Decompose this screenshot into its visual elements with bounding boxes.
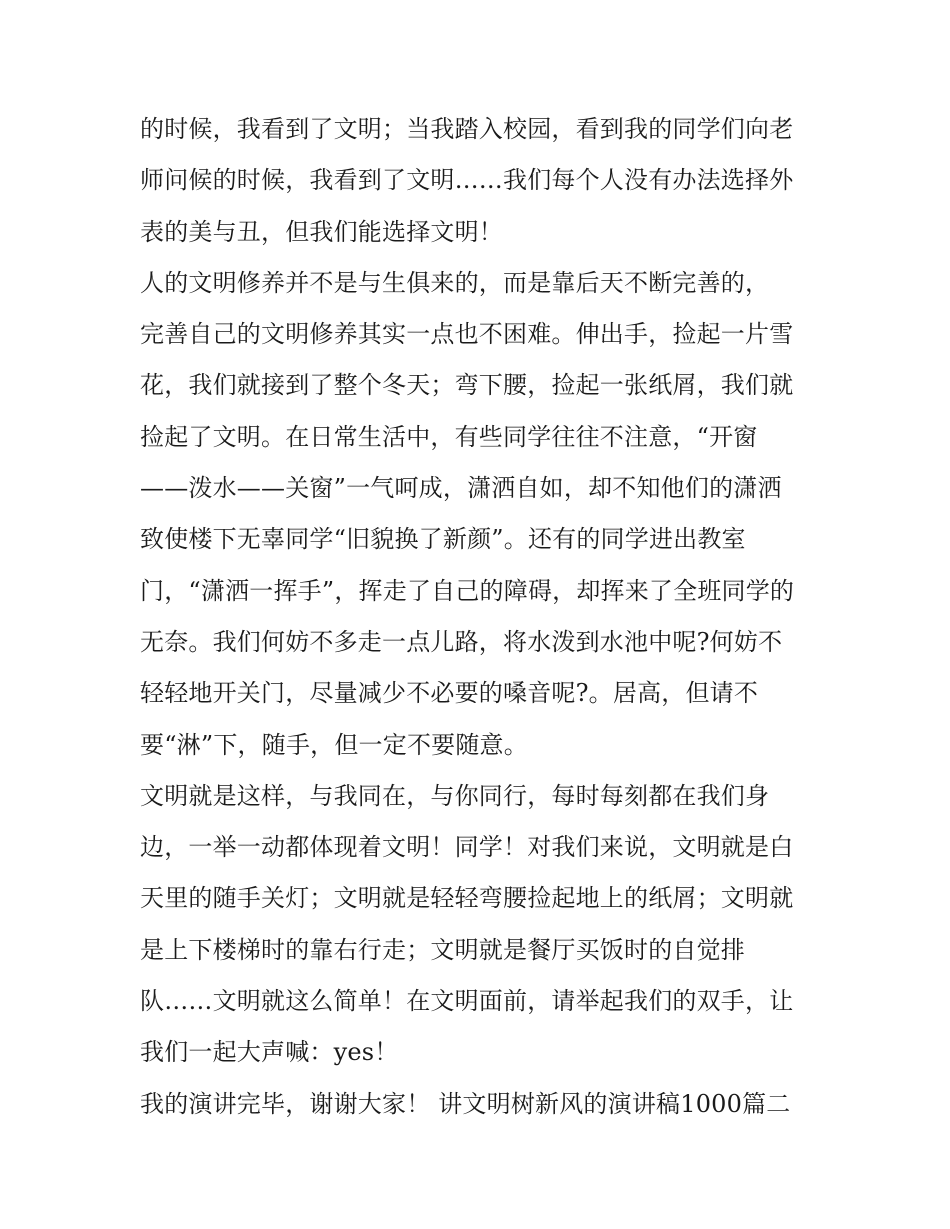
text-line-19: 我们一起大声喊：yes！	[140, 1038, 399, 1067]
text-line-15: 边，一举一动都体现着文明！同学！对我们来说，文明就是白	[140, 833, 794, 862]
text-line-17: 是上下楼梯时的靠右行走；文明就是餐厅买饭时的自觉排	[140, 935, 745, 964]
text-line-8: ——泼水——关窗”一气呵成，潇洒自如，却不知他们的潇洒	[140, 474, 782, 503]
text-line-5: 完善自己的文明修养其实一点也不困难。伸出手，捡起一片雪	[140, 320, 794, 349]
text-line-20: 我的演讲完毕，谢谢大家！ 讲文明树新风的演讲稿1000篇二	[140, 1089, 791, 1118]
text-line-10: 门，“潇洒一挥手”，挥走了自己的障碍，却挥来了全班同学的	[140, 576, 795, 605]
text-line-13: 要“淋”下，随手，但一定不要随意。	[140, 730, 528, 759]
text-line-16: 天里的随手关灯；文明就是轻轻弯腰捡起地上的纸屑；文明就	[140, 884, 794, 913]
body-text	[140, 104, 840, 1130]
text-line-18: 队……文明就这么简单！在文明面前，请举起我们的双手，让	[140, 987, 794, 1016]
text-line-12: 轻轻地开关门，尽量减少不必要的嗓音呢?。居高，但请不	[140, 679, 759, 708]
text-line-14: 文明就是这样，与我同在，与你同行，每时每刻都在我们身	[140, 781, 770, 810]
text-line-7: 捡起了文明。在日常生活中，有些同学往往不注意，“开窗	[140, 422, 758, 451]
text-line-1: 的时候，我看到了文明；当我踏入校园，看到我的同学们向老	[140, 115, 794, 143]
text-line-9: 致使楼下无辜同学“旧貌换了新颜”。还有的同学进出教室	[140, 525, 746, 554]
text-line-3: 表的美与丑，但我们能选择文明！	[140, 217, 503, 246]
text-line-4: 人的文明修养并不是与生俱来的，而是靠后天不断完善的，	[140, 268, 770, 297]
text-line-2: 师问候的时候，我看到了文明……我们每个人没有办法选择外	[140, 166, 794, 195]
text-line-11: 无奈。我们何妨不多走一点儿路，将水泼到水池中呢?何妨不	[140, 627, 783, 656]
text-line-6: 花，我们就接到了整个冬天；弯下腰，捡起一张纸屑，我们就	[140, 371, 794, 400]
